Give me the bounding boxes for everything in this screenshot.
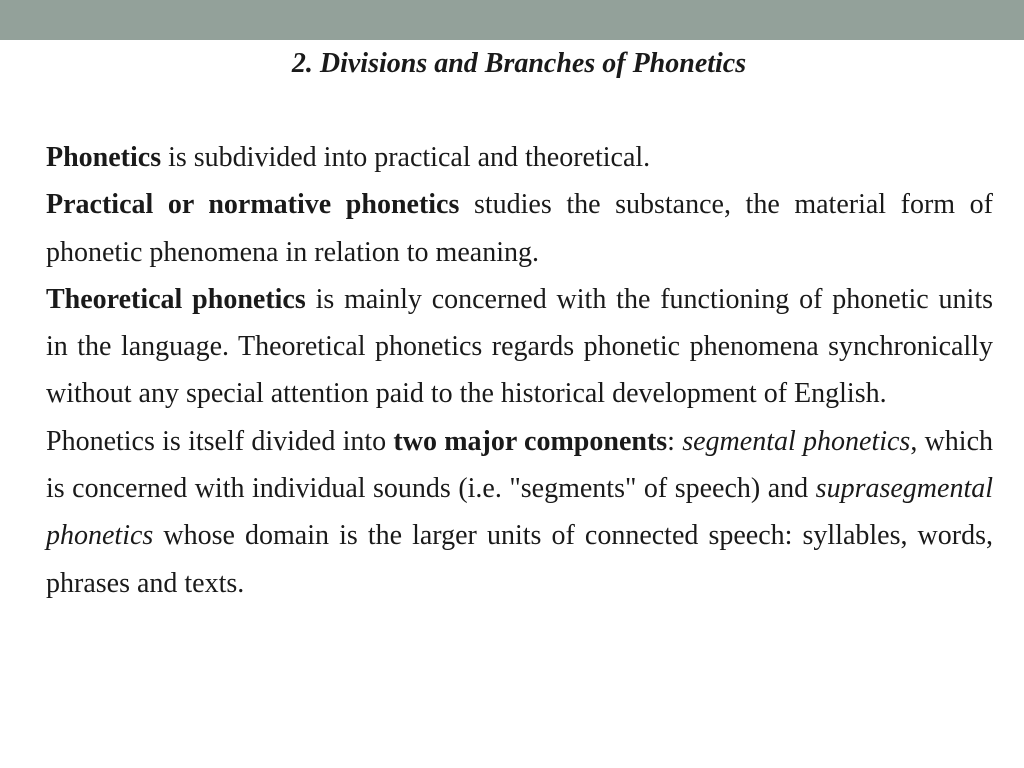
paragraph-text: is subdivided into practical and theoretical. [161,142,651,173]
paragraph-text: : [667,425,683,457]
term-segmental-phonetics: segmental phonetics [682,425,911,457]
term-theoretical-phonetics: Theoretical phonetics [46,283,306,315]
slide-title: 2. Divisions and Branches of Phonetics [291,48,747,79]
slide-body [46,134,993,607]
paragraph-text: is mainly concerned with the functioning of phonetic units in the language. Theoretical phonetics regards phonetic phenomena synchronically without any special attention paid to the historical development of English. [46,283,993,410]
paragraph-theoretical-phonetics [46,276,993,418]
paragraph-text: studies the substance, the material form of phonetic phenomena in relation to meaning. [46,189,993,268]
paragraph-components [46,418,993,607]
paragraph-text: Phonetics is itself divided into [46,425,394,457]
term-practical-phonetics: Practical or normative phonetics [46,189,460,221]
paragraph-practical-phonetics [46,181,993,276]
term-phonetics: Phonetics [46,142,162,173]
slide-header-bar [0,0,1024,40]
term-two-major-components: two major components [393,425,668,457]
paragraph-text: , which is concerned with individual sounds (i.e. "segments" of speech) and [46,425,994,505]
paragraph-text: whose domain is the larger units of connected speech: syllables, words, phrases and texts. [46,520,993,599]
term-suprasegmental-phonetics: suprasegmental phonetics [46,473,993,552]
paragraph-phonetics-definition [46,134,993,181]
